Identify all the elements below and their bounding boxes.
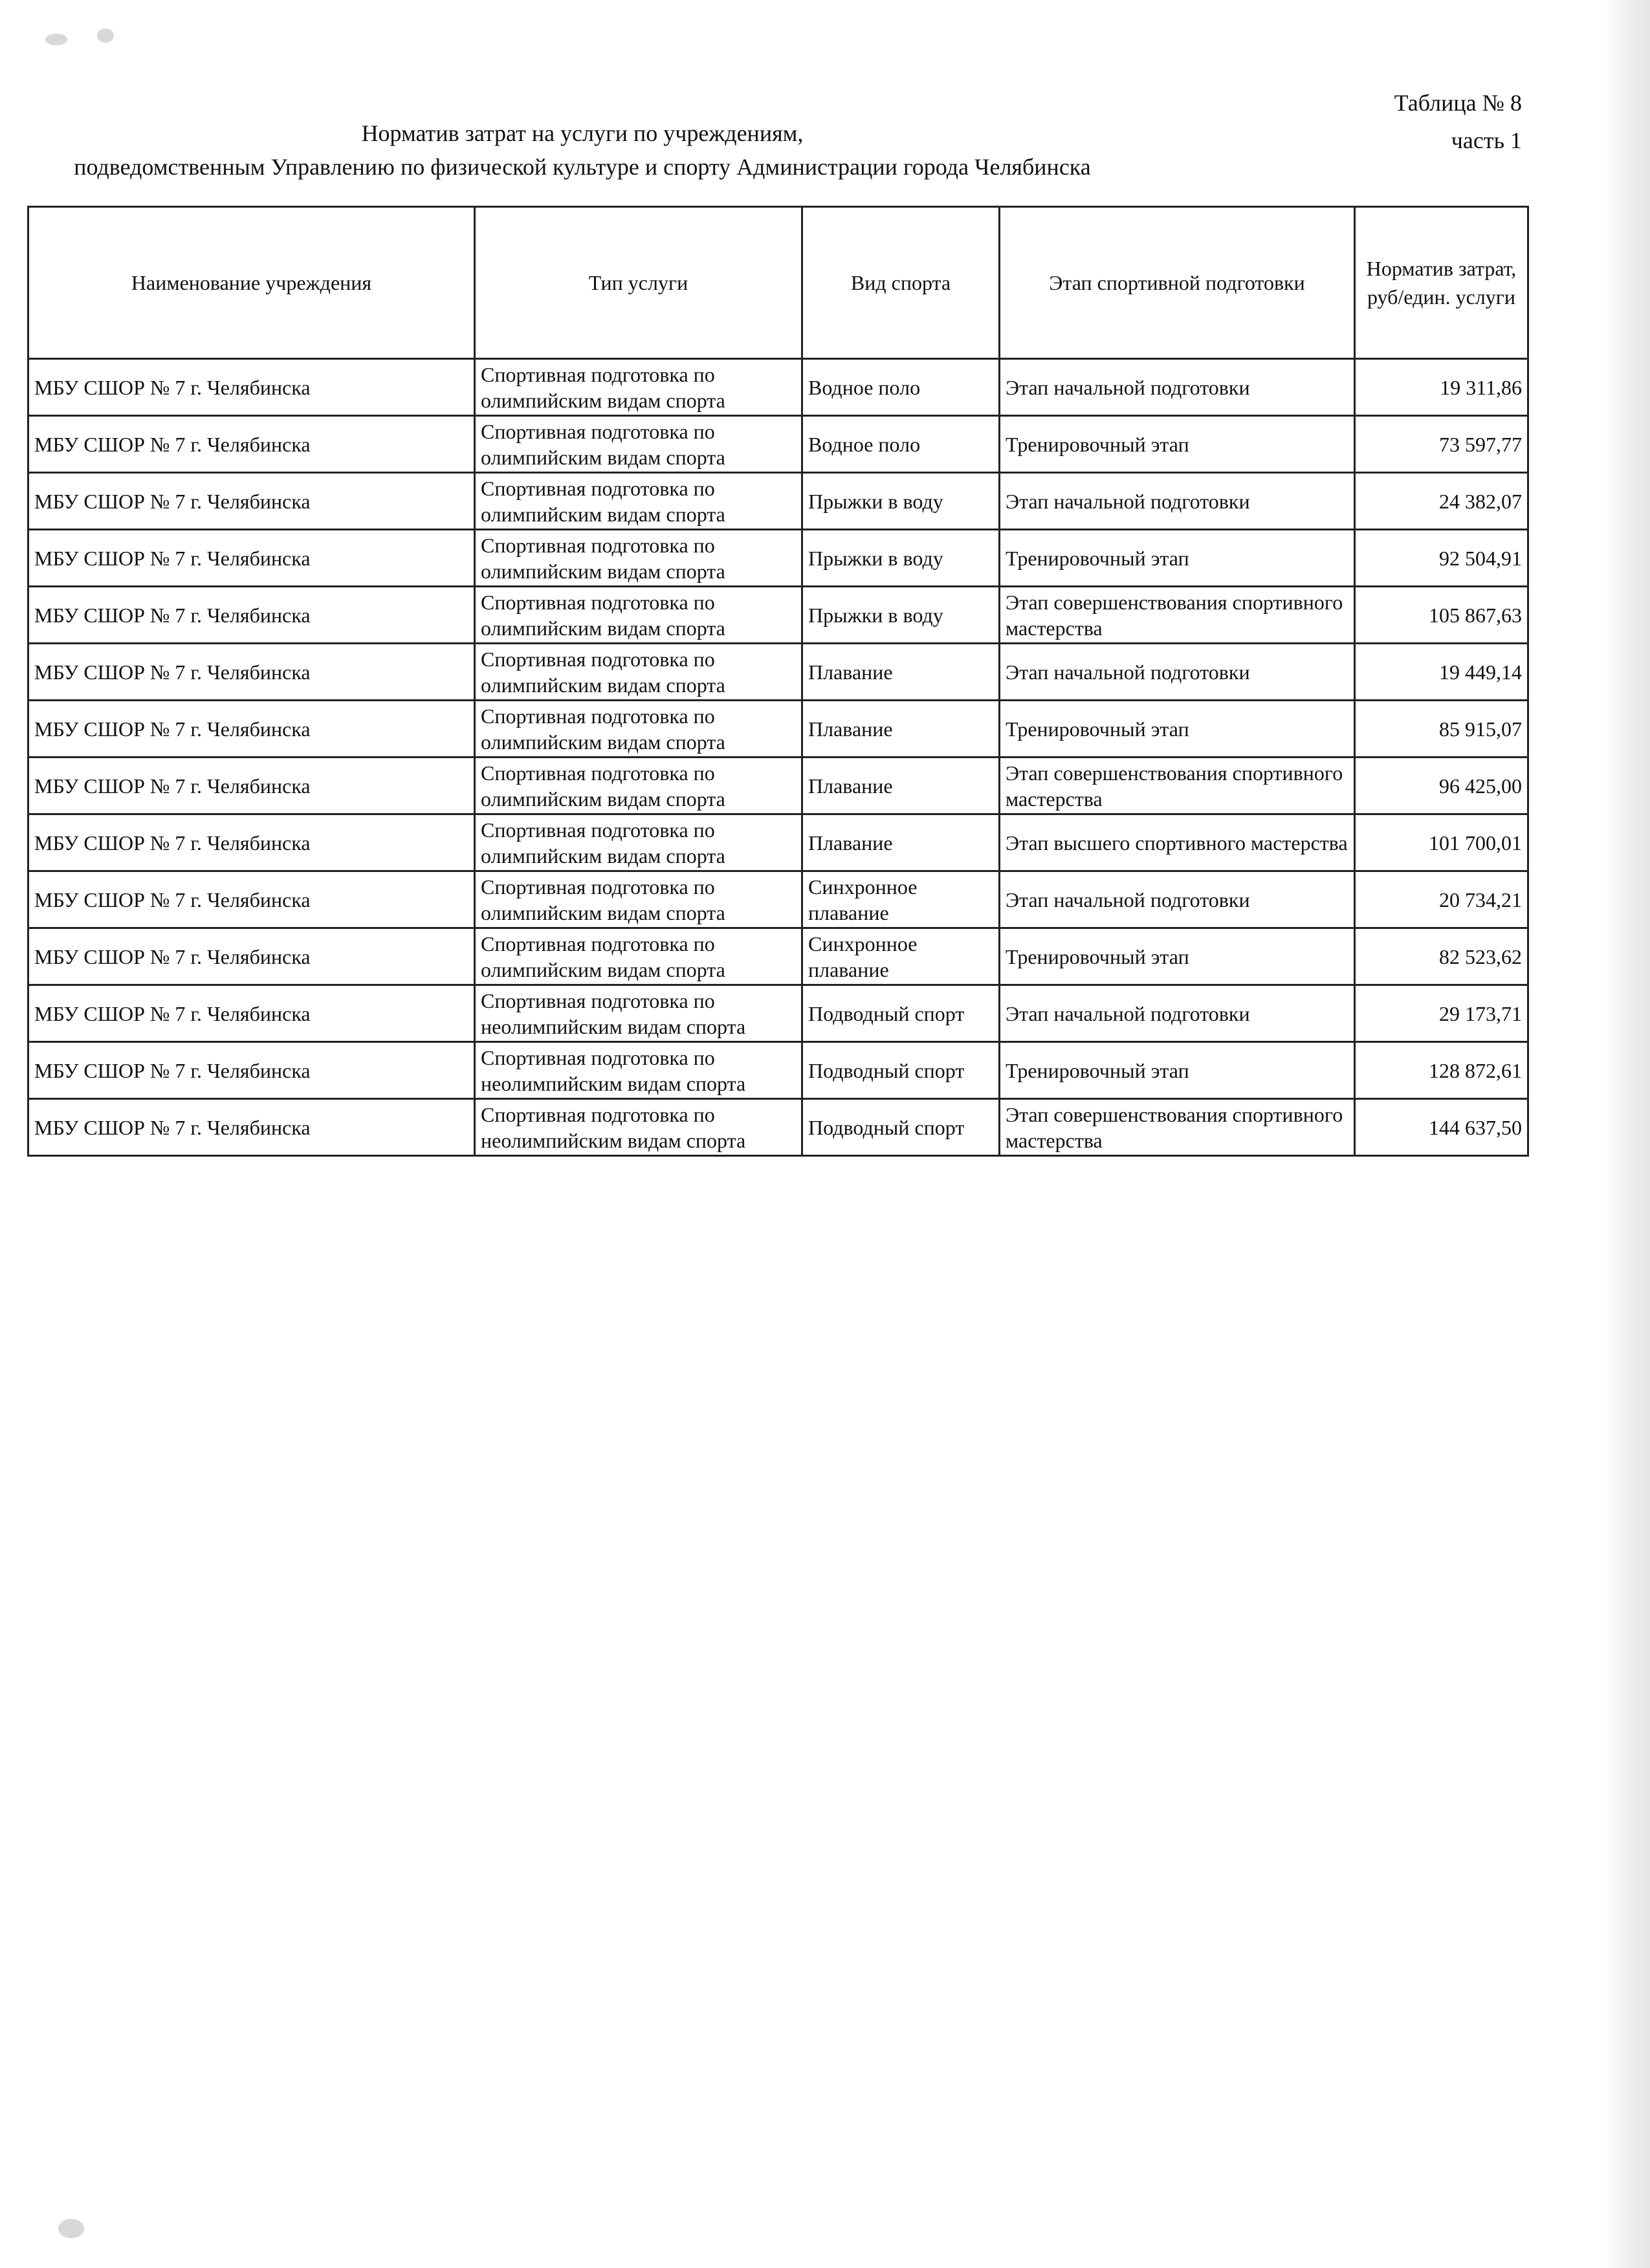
cell-service-type: Спортивная подготовка по олимпийским видам спорта	[475, 814, 802, 871]
cell-institution: МБУ СШОР № 7 г. Челябинска	[28, 1099, 475, 1156]
scan-edge-shadow	[1605, 0, 1650, 2268]
cell-stage: Тренировочный этап	[1000, 1042, 1355, 1099]
cell-service-type: Спортивная подготовка по олимпийским видам спорта	[475, 359, 802, 416]
table-header	[28, 207, 1528, 359]
cell-service-type: Спортивная подготовка по олимпийским видам спорта	[475, 530, 802, 587]
scan-speck	[58, 2219, 84, 2238]
cell-sport: Плавание	[802, 701, 1000, 758]
cell-institution: МБУ СШОР № 7 г. Челябинска	[28, 587, 475, 644]
cell-norm: 92 504,91	[1355, 530, 1528, 587]
cell-stage: Этап начальной подготовки	[1000, 473, 1355, 530]
cell-norm: 29 173,71	[1355, 985, 1528, 1042]
table-row	[28, 701, 1528, 758]
cell-sport: Прыжки в воду	[802, 473, 1000, 530]
table-row	[28, 871, 1528, 928]
header-institution: Наименование учреждения	[28, 207, 475, 359]
cell-norm: 19 311,86	[1355, 359, 1528, 416]
cell-norm: 82 523,62	[1355, 928, 1528, 985]
header-stage: Этап спортивной подготовки	[1000, 207, 1355, 359]
cell-sport: Синхронное плавание	[802, 928, 1000, 985]
cell-institution: МБУ СШОР № 7 г. Челябинска	[28, 1042, 475, 1099]
cell-stage: Этап начальной подготовки	[1000, 359, 1355, 416]
cell-service-type: Спортивная подготовка по олимпийским видам спорта	[475, 473, 802, 530]
table-row	[28, 416, 1528, 473]
cell-service-type: Спортивная подготовка по олимпийским видам спорта	[475, 701, 802, 758]
cell-sport: Плавание	[802, 814, 1000, 871]
cell-sport: Плавание	[802, 644, 1000, 701]
cell-institution: МБУ СШОР № 7 г. Челябинска	[28, 530, 475, 587]
cell-institution: МБУ СШОР № 7 г. Челябинска	[28, 985, 475, 1042]
cell-service-type: Спортивная подготовка по олимпийским видам спорта	[475, 758, 802, 814]
cell-service-type: Спортивная подготовка по олимпийским видам спорта	[475, 644, 802, 701]
scan-speck	[45, 34, 67, 45]
cell-norm: 128 872,61	[1355, 1042, 1528, 1099]
cell-sport: Подводный спорт	[802, 985, 1000, 1042]
header-norm: Норматив затрат, руб/един. услуги	[1355, 207, 1528, 359]
cell-institution: МБУ СШОР № 7 г. Челябинска	[28, 758, 475, 814]
cell-sport: Подводный спорт	[802, 1042, 1000, 1099]
cell-norm: 19 449,14	[1355, 644, 1528, 701]
table-row	[28, 473, 1528, 530]
cost-norms-table	[27, 206, 1529, 1157]
cell-stage: Этап начальной подготовки	[1000, 985, 1355, 1042]
scan-speck	[97, 28, 114, 43]
cell-service-type: Спортивная подготовка по олимпийским видам спорта	[475, 416, 802, 473]
cell-sport: Прыжки в воду	[802, 530, 1000, 587]
cell-norm: 105 867,63	[1355, 587, 1528, 644]
title-line-2: подведомственным Управлению по физической культуре и спорту Администрации города Челябинска	[74, 154, 1091, 180]
cell-sport: Водное поло	[802, 416, 1000, 473]
cell-service-type: Спортивная подготовка по олимпийским видам спорта	[475, 928, 802, 985]
table-reference	[1394, 84, 1522, 159]
table-row	[28, 359, 1528, 416]
cell-norm: 101 700,01	[1355, 814, 1528, 871]
cell-institution: МБУ СШОР № 7 г. Челябинска	[28, 473, 475, 530]
table-number: Таблица № 8	[1394, 90, 1522, 116]
table-row	[28, 758, 1528, 814]
cell-institution: МБУ СШОР № 7 г. Челябинска	[28, 871, 475, 928]
cell-service-type: Спортивная подготовка по неолимпийским видам спорта	[475, 985, 802, 1042]
cell-stage: Тренировочный этап	[1000, 416, 1355, 473]
cell-service-type: Спортивная подготовка по олимпийским видам спорта	[475, 871, 802, 928]
cell-sport: Водное поло	[802, 359, 1000, 416]
cell-institution: МБУ СШОР № 7 г. Челябинска	[28, 814, 475, 871]
cell-stage: Этап совершенствования спортивного мастерства	[1000, 1099, 1355, 1156]
cell-stage: Этап начальной подготовки	[1000, 871, 1355, 928]
cell-sport: Прыжки в воду	[802, 587, 1000, 644]
table-row	[28, 587, 1528, 644]
cell-institution: МБУ СШОР № 7 г. Челябинска	[28, 644, 475, 701]
cell-institution: МБУ СШОР № 7 г. Челябинска	[28, 359, 475, 416]
table-row	[28, 644, 1528, 701]
table-row	[28, 1042, 1528, 1099]
cell-service-type: Спортивная подготовка по олимпийским видам спорта	[475, 587, 802, 644]
header-row	[28, 207, 1528, 359]
table-row	[28, 928, 1528, 985]
cell-stage: Этап совершенствования спортивного мастерства	[1000, 758, 1355, 814]
cell-norm: 24 382,07	[1355, 473, 1528, 530]
cell-stage: Тренировочный этап	[1000, 701, 1355, 758]
cell-sport: Подводный спорт	[802, 1099, 1000, 1156]
header-sport: Вид спорта	[802, 207, 1000, 359]
table-body	[28, 359, 1528, 1156]
cell-stage: Тренировочный этап	[1000, 530, 1355, 587]
cell-stage: Этап совершенствования спортивного мастерства	[1000, 587, 1355, 644]
table-row	[28, 814, 1528, 871]
document-title	[26, 116, 1139, 184]
cell-sport: Плавание	[802, 758, 1000, 814]
cell-institution: МБУ СШОР № 7 г. Челябинска	[28, 701, 475, 758]
table-row	[28, 530, 1528, 587]
cell-norm: 73 597,77	[1355, 416, 1528, 473]
cell-institution: МБУ СШОР № 7 г. Челябинска	[28, 928, 475, 985]
table-part: часть 1	[1451, 127, 1522, 153]
cell-norm: 85 915,07	[1355, 701, 1528, 758]
header-service-type: Тип услуги	[475, 207, 802, 359]
table-row	[28, 985, 1528, 1042]
cell-sport: Синхронное плавание	[802, 871, 1000, 928]
cell-service-type: Спортивная подготовка по неолимпийским видам спорта	[475, 1042, 802, 1099]
cell-norm: 144 637,50	[1355, 1099, 1528, 1156]
cell-stage: Этап начальной подготовки	[1000, 644, 1355, 701]
cell-norm: 96 425,00	[1355, 758, 1528, 814]
table-row	[28, 1099, 1528, 1156]
title-line-1: Норматив затрат на услуги по учреждениям,	[361, 120, 804, 146]
cell-stage: Этап высшего спортивного мастерства	[1000, 814, 1355, 871]
cell-service-type: Спортивная подготовка по неолимпийским видам спорта	[475, 1099, 802, 1156]
cell-stage: Тренировочный этап	[1000, 928, 1355, 985]
cell-institution: МБУ СШОР № 7 г. Челябинска	[28, 416, 475, 473]
cell-norm: 20 734,21	[1355, 871, 1528, 928]
